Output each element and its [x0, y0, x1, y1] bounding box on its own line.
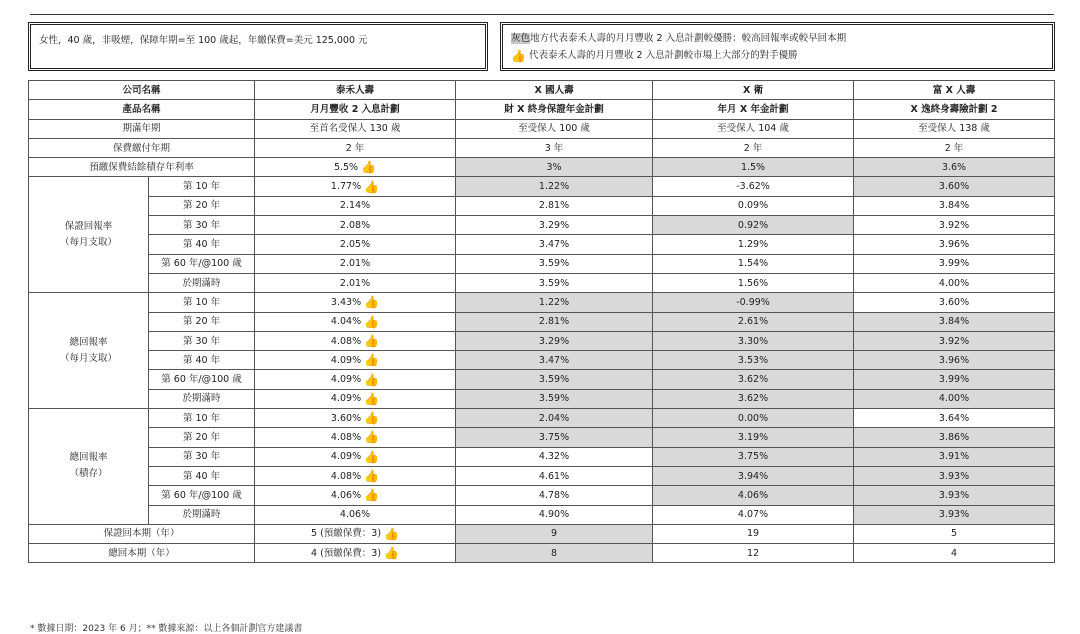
table-cell: 3.60%: [854, 293, 1055, 312]
table-cell: 3.53%: [653, 351, 854, 370]
table-row: [29, 177, 1055, 196]
table-row: [29, 389, 1055, 408]
comparison-table: [28, 80, 1055, 563]
table-cell: 3.62%: [653, 389, 854, 408]
group-label-line2: （每月支取）: [59, 236, 117, 248]
table-cell: 至首名受保人 130 歲: [255, 119, 456, 138]
legend-line-hand: [511, 47, 1044, 61]
group-label: [29, 177, 149, 293]
table-cell: 3.64%: [854, 409, 1055, 428]
table-cell: [255, 389, 456, 408]
cell-value: 5 (預繳保費：3): [311, 528, 382, 540]
cell-value: 4 (預繳保費：3): [311, 547, 382, 559]
table-cell: [255, 409, 456, 428]
group-label: [29, 409, 149, 525]
table-cell: [255, 196, 456, 215]
table-cell: [255, 331, 456, 350]
table-cell: [255, 254, 456, 273]
cell-value: 4.06%: [339, 509, 371, 521]
legend-box: [500, 22, 1055, 71]
table-cell: 2.81%: [456, 196, 653, 215]
table-cell: 2.61%: [653, 312, 854, 331]
cell-value: 4.04%: [330, 316, 362, 328]
table-cell: 3.59%: [456, 389, 653, 408]
thumbs-up-hand-icon: 👍: [364, 430, 380, 445]
table-cell: 3.59%: [456, 254, 653, 273]
table-cell: X 衛: [653, 81, 854, 100]
table-row: [29, 486, 1055, 505]
thumbs-up-hand-icon: 👍: [384, 546, 400, 561]
table-row: [29, 273, 1055, 292]
table-cell: [255, 428, 456, 447]
table-cell: 3.92%: [854, 216, 1055, 235]
table-cell: 2 年: [854, 138, 1055, 157]
row-label: 總回本期（年）: [29, 544, 255, 563]
table-cell: [255, 235, 456, 254]
table-cell: 1.56%: [653, 273, 854, 292]
cell-value: 5.5%: [333, 161, 359, 173]
sub-row-label: 第 60 年/@100 歲: [149, 370, 255, 389]
table-cell: [255, 177, 456, 196]
table-cell: 1.22%: [456, 177, 653, 196]
table-cell: [255, 370, 456, 389]
table-cell: 5: [854, 524, 1055, 543]
legend-line-gray: [511, 30, 1044, 44]
table-cell: 3.93%: [854, 505, 1055, 524]
table-cell: 1.29%: [653, 235, 854, 254]
table-row: [29, 254, 1055, 273]
cell-value: 2.01%: [339, 258, 371, 270]
group-label-line1: 保證回報率: [64, 220, 113, 232]
row-label: 保證回本期（年）: [29, 524, 255, 543]
thumbs-up-hand-icon: 👍: [364, 469, 380, 484]
thumbs-up-hand-icon: 👍: [364, 179, 380, 194]
gray-swatch-label: 灰色: [511, 33, 531, 44]
table-cell: 3.47%: [456, 351, 653, 370]
table-cell: 0.92%: [653, 216, 854, 235]
table-cell: 3.99%: [854, 370, 1055, 389]
row-label: 期滿年期: [29, 119, 255, 138]
sub-row-label: 於期滿時: [149, 389, 255, 408]
table-cell: 3.6%: [854, 158, 1055, 177]
table-cell: [255, 447, 456, 466]
table-row: [29, 312, 1055, 331]
table-cell: 3.92%: [854, 331, 1055, 350]
cell-value: 4.08%: [330, 335, 362, 347]
group-label-line1: 總回報率: [69, 336, 108, 348]
table-row: [29, 524, 1055, 543]
table-row: [29, 235, 1055, 254]
table-cell: [255, 351, 456, 370]
sub-row-label: 第 20 年: [149, 312, 255, 331]
table-cell: 3.86%: [854, 428, 1055, 447]
table-cell: 2.04%: [456, 409, 653, 428]
thumbs-up-hand-icon: 👍: [364, 391, 380, 406]
row-label: 產品名稱: [29, 100, 255, 119]
table-cell: 3.96%: [854, 235, 1055, 254]
thumbs-up-hand-icon: 👍: [364, 411, 380, 426]
sub-row-label: 於期滿時: [149, 273, 255, 292]
legend-hand-text: 代表泰禾人壽的月月豐收 2 入息計劃較市場上大部分的對手優勝: [528, 50, 798, 61]
table-cell: 4.07%: [653, 505, 854, 524]
table-cell: 月月豐收 2 入息計劃: [255, 100, 456, 119]
table-cell: 3.84%: [854, 312, 1055, 331]
group-label-line2: （每月支取）: [59, 352, 117, 364]
table-cell: 富 X 人壽: [854, 81, 1055, 100]
table-cell: 3.62%: [653, 370, 854, 389]
table-row: [29, 447, 1055, 466]
legend-gray-text: 地方代表泰禾人壽的月月豐收 2 入息計劃較優勝：較高回報率或較早回本期: [530, 33, 847, 44]
table-cell: [255, 524, 456, 543]
table-cell: 4.61%: [456, 466, 653, 485]
table-cell: 3.59%: [456, 273, 653, 292]
cell-value: 2.08%: [339, 219, 371, 231]
thumbs-up-hand-icon: 👍: [511, 48, 526, 63]
table-cell: 4.78%: [456, 486, 653, 505]
table-cell: 0.09%: [653, 196, 854, 215]
table-cell: 3.59%: [456, 370, 653, 389]
table-cell: 至受保人 100 歲: [456, 119, 653, 138]
sub-row-label: 第 60 年/@100 歲: [149, 486, 255, 505]
table-cell: 3.94%: [653, 466, 854, 485]
table-cell: 3.60%: [854, 177, 1055, 196]
sub-row-label: 第 10 年: [149, 177, 255, 196]
table-cell: 19: [653, 524, 854, 543]
sub-row-label: 第 40 年: [149, 466, 255, 485]
sub-row-label: 第 20 年: [149, 196, 255, 215]
group-label-line1: 總回報率: [69, 452, 108, 464]
thumbs-up-hand-icon: 👍: [364, 353, 380, 368]
cell-value: 4.06%: [330, 489, 362, 501]
table-cell: [255, 505, 456, 524]
table-row: [29, 466, 1055, 485]
table-row: [29, 138, 1055, 157]
table-row: [29, 100, 1055, 119]
table-cell: [255, 158, 456, 177]
table-cell: 3%: [456, 158, 653, 177]
table-cell: 財 X 終身保證年金計劃: [456, 100, 653, 119]
scenario-text: 女性，40 歲，非吸煙，保障年期=至 100 歲起，年繳保費=美元 125,000 元: [39, 35, 368, 46]
thumbs-up-hand-icon: 👍: [364, 295, 380, 310]
cell-value: 4.09%: [330, 354, 362, 366]
cell-value: 2.01%: [339, 277, 371, 289]
sub-row-label: 第 10 年: [149, 409, 255, 428]
group-label-line2: （積存）: [69, 468, 108, 480]
table-cell: 12: [653, 544, 854, 563]
cell-value: 4.09%: [330, 374, 362, 386]
table-cell: X 國人壽: [456, 81, 653, 100]
table-cell: 3.75%: [456, 428, 653, 447]
table-row: [29, 81, 1055, 100]
table-cell: 4.00%: [854, 273, 1055, 292]
table-cell: 3.96%: [854, 351, 1055, 370]
table-row: [29, 351, 1055, 370]
table-row: [29, 505, 1055, 524]
table-row: [29, 544, 1055, 563]
cell-value: 4.08%: [330, 470, 362, 482]
table-row: [29, 370, 1055, 389]
table-cell: 1.22%: [456, 293, 653, 312]
table-cell: 3.99%: [854, 254, 1055, 273]
group-label: [29, 293, 149, 409]
scenario-box: [28, 22, 488, 71]
table-cell: 2 年: [255, 138, 456, 157]
cell-value: 4.08%: [330, 431, 362, 443]
thumbs-up-hand-icon: 👍: [364, 449, 380, 464]
cell-value: 2.05%: [339, 239, 371, 251]
table-cell: X 逸終身壽險計劃 2: [854, 100, 1055, 119]
table-cell: 4.90%: [456, 505, 653, 524]
table-cell: 泰禾人壽: [255, 81, 456, 100]
table-cell: 3.19%: [653, 428, 854, 447]
table-cell: -0.99%: [653, 293, 854, 312]
table-cell: [255, 466, 456, 485]
table-cell: 3.30%: [653, 331, 854, 350]
table-cell: [255, 216, 456, 235]
table-cell: [255, 544, 456, 563]
table-cell: 4.00%: [854, 389, 1055, 408]
table-row: [29, 293, 1055, 312]
table-row: [29, 428, 1055, 447]
table-cell: 3 年: [456, 138, 653, 157]
top-rule: [30, 14, 1054, 15]
table-cell: [255, 293, 456, 312]
table-cell: 至受保人 104 歲: [653, 119, 854, 138]
sub-row-label: 於期滿時: [149, 505, 255, 524]
sub-row-label: 第 20 年: [149, 428, 255, 447]
table-cell: 4.06%: [653, 486, 854, 505]
table-cell: [255, 486, 456, 505]
table-cell: 4: [854, 544, 1055, 563]
table-cell: 3.75%: [653, 447, 854, 466]
row-label: 預繳保費結餘積存年利率: [29, 158, 255, 177]
table-cell: 4.32%: [456, 447, 653, 466]
table-cell: 1.54%: [653, 254, 854, 273]
table-cell: 3.29%: [456, 331, 653, 350]
cell-value: 2.14%: [339, 200, 371, 212]
table-cell: 3.84%: [854, 196, 1055, 215]
table-cell: 3.93%: [854, 486, 1055, 505]
table-cell: 0.00%: [653, 409, 854, 428]
thumbs-up-hand-icon: 👍: [364, 334, 380, 348]
sub-row-label: 第 30 年: [149, 447, 255, 466]
table-cell: 2.81%: [456, 312, 653, 331]
thumbs-up-hand-icon: 👍: [364, 314, 380, 329]
cell-value: 3.43%: [330, 296, 362, 308]
table-cell: [255, 273, 456, 292]
table-row: [29, 216, 1055, 235]
sub-row-label: 第 10 年: [149, 293, 255, 312]
cell-value: 4.09%: [330, 393, 362, 405]
table-cell: -3.62%: [653, 177, 854, 196]
cell-value: 3.60%: [330, 412, 362, 424]
sub-row-label: 第 30 年: [149, 216, 255, 235]
table-row: [29, 331, 1055, 350]
table-row: [29, 158, 1055, 177]
row-label: 保費繳付年期: [29, 138, 255, 157]
table-cell: 9: [456, 524, 653, 543]
table-cell: 3.29%: [456, 216, 653, 235]
sub-row-label: 第 30 年: [149, 331, 255, 350]
table-cell: 3.91%: [854, 447, 1055, 466]
thumbs-up-hand-icon: 👍: [384, 526, 400, 541]
row-label: 公司名稱: [29, 81, 255, 100]
cell-value: 4.09%: [330, 451, 362, 463]
sub-row-label: 第 40 年: [149, 351, 255, 370]
table-cell: 1.5%: [653, 158, 854, 177]
sub-row-label: 第 60 年/@100 歲: [149, 254, 255, 273]
table-cell: 3.47%: [456, 235, 653, 254]
footnote: * 數據日期：2023 年 6 月；** 數據來源：以上各個計劃官方建議書: [30, 624, 303, 634]
table-cell: 年月 X 年金計劃: [653, 100, 854, 119]
sub-row-label: 第 40 年: [149, 235, 255, 254]
table-row: [29, 409, 1055, 428]
cell-value: 1.77%: [330, 181, 362, 193]
table-row: [29, 119, 1055, 138]
table-cell: 3.93%: [854, 466, 1055, 485]
thumbs-up-hand-icon: 👍: [361, 160, 377, 175]
table-cell: 2 年: [653, 138, 854, 157]
thumbs-up-hand-icon: 👍: [364, 372, 380, 387]
table-row: [29, 196, 1055, 215]
table-cell: [255, 312, 456, 331]
table-cell: 至受保人 138 歲: [854, 119, 1055, 138]
thumbs-up-hand-icon: 👍: [364, 488, 380, 503]
table-cell: 8: [456, 544, 653, 563]
